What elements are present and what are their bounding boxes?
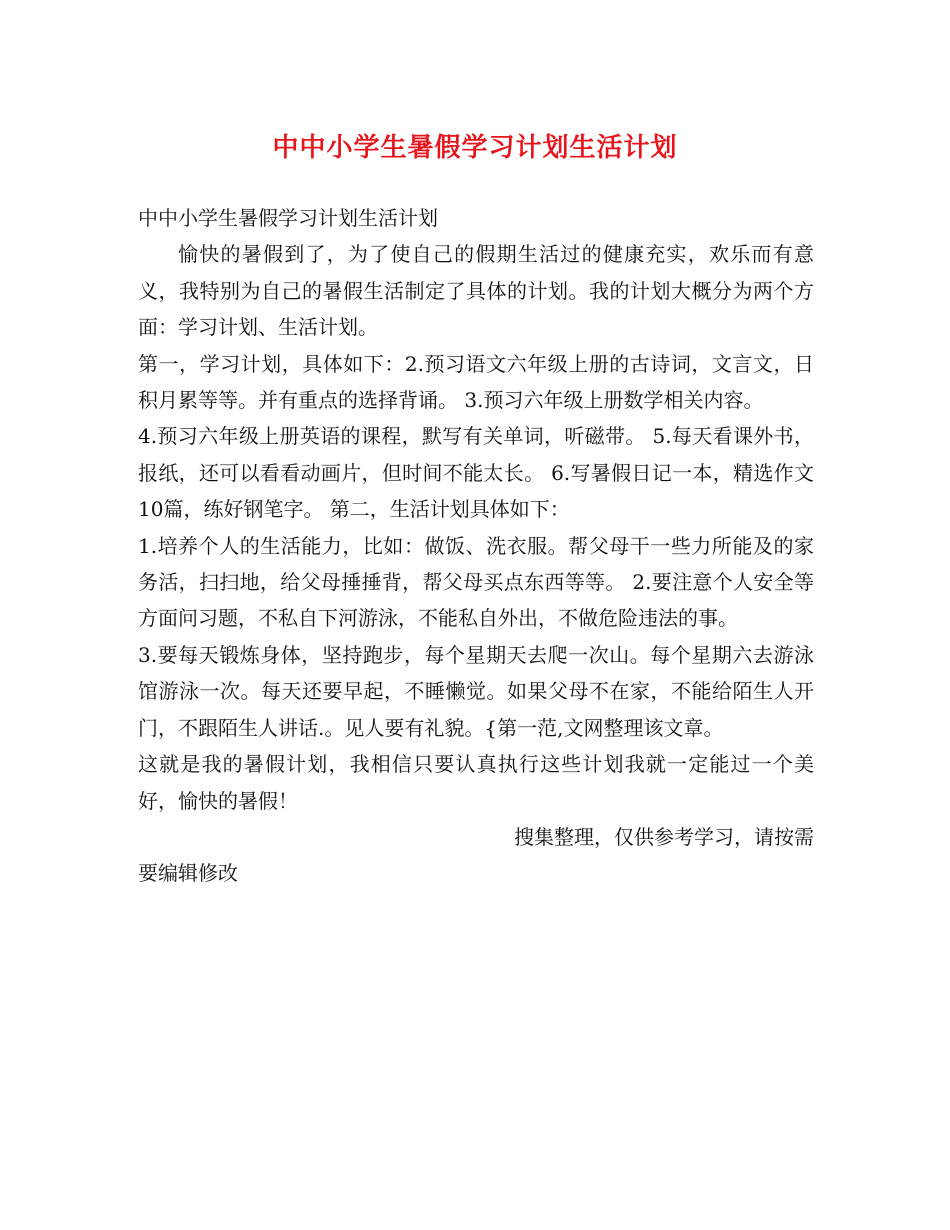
- exercise-paragraph: 3.要每天锻炼身体，坚持跑步，每个星期天去爬一次山。每个星期六去游泳馆游泳一次。每天还要早起，不睡懒觉。如果父母不在家，不能给陌生人开门，不跟陌生人讲话.。见人要有礼貌。{第一范,文网整理该文章。: [138, 642, 814, 740]
- intro-paragraph: 愉快的暑假到了，为了使自己的假期生活过的健康充实，欢乐而有意义，我特别为自己的暑假生活制定了具体的计划。我的计划大概分为两个方面：学习计划、生活计划。: [138, 242, 814, 340]
- document-body: [138, 200, 814, 892]
- footer-note-line2: 要编辑修改: [138, 861, 238, 886]
- subtitle-line: 中中小学生暑假学习计划生活计划: [138, 206, 438, 230]
- document-title: 中中小学生暑假学习计划生活计划: [272, 133, 678, 163]
- study-plan-paragraph: 第一，学习计划，具体如下：2.预习语文六年级上册的古诗词，文言文，日积月累等等。并有重点的选择背诵。 3.预习六年级上册数学相关内容。: [138, 351, 814, 413]
- study-plan-continued-paragraph: 4.预习六年级上册英语的课程，默写有关单词，听磁带。 5.每天看课外书，报纸，还可以看看动画片，但时间不能太长。 6.写暑假日记一本，精选作文10篇，练好钢笔字。 第二，生活计划具体如下：: [138, 424, 814, 522]
- life-plan-paragraph: 1.培养个人的生活能力，比如：做饭、洗衣服。帮父母干一些力所能及的家务活，扫扫地，给父母捶捶背，帮父母买点东西等等。 2.要注意个人安全等方面问习题，不私自下河游泳，不能私自外出，不做危险违法的事。: [138, 533, 814, 631]
- conclusion-paragraph: 这就是我的暑假计划，我相信只要认真执行这些计划我就一定能过一个美好，愉快的暑假！: [138, 752, 814, 813]
- footer-note-line1: 搜集整理，仅供参考学习，请按需: [514, 824, 814, 849]
